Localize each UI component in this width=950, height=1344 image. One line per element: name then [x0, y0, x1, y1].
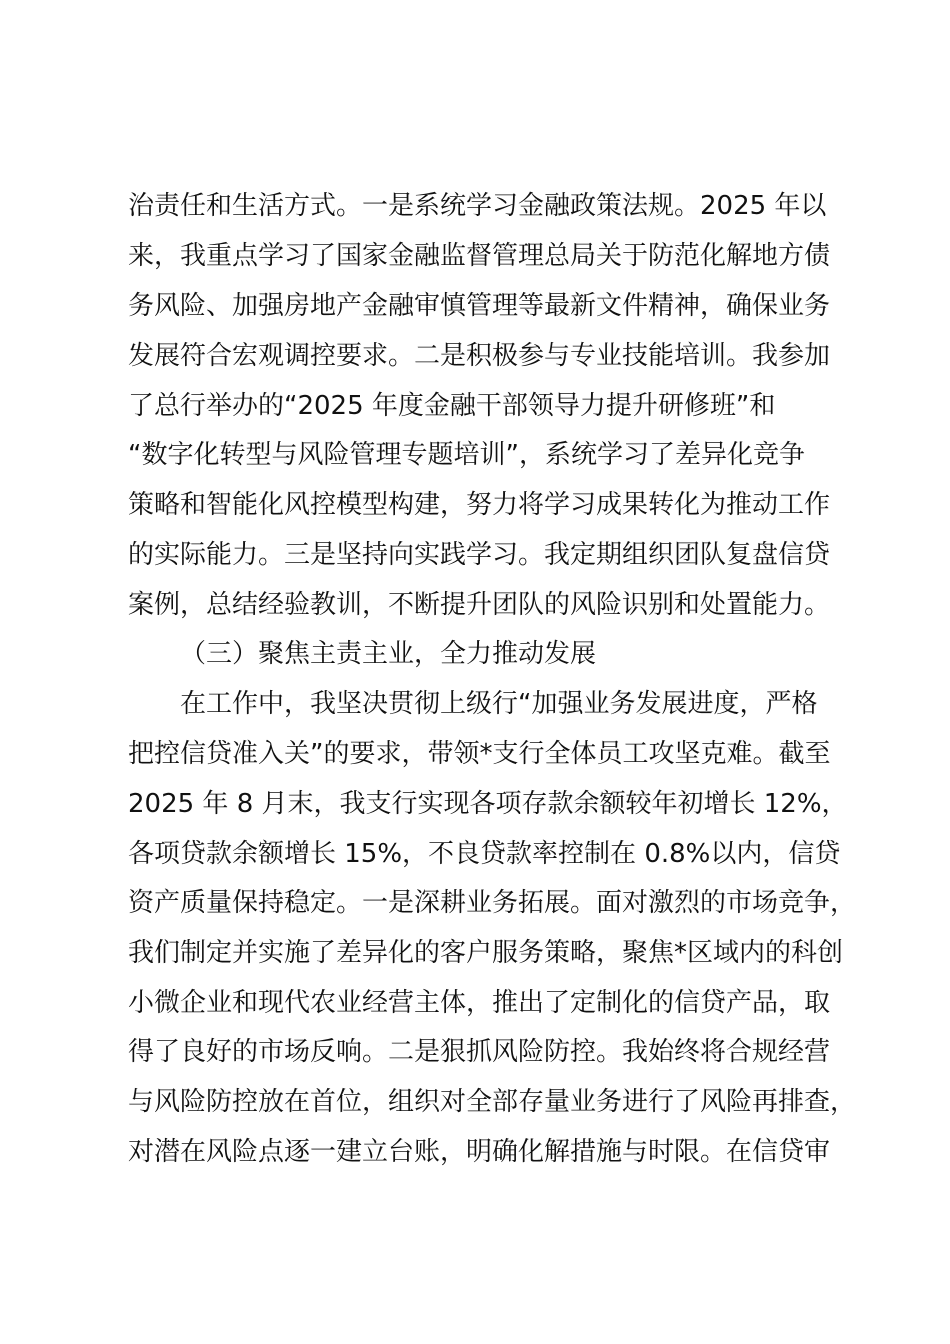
paragraph-line: “数字化转型与风险管理专题培训”，系统学习了差异化竞争 [128, 440, 805, 470]
paragraph-line: 策略和智能化风控模型构建，努力将学习成果转化为推动工作 [128, 490, 831, 520]
paragraph-line: 资产质量保持稳定。一是深耕业务拓展。面对激烈的市场竞争， [128, 888, 857, 918]
paragraph-line: 了总行举办的“2025 年度金融干部领导力提升研修班”和 [128, 391, 776, 421]
section-heading: （三）聚焦主责主业，全力推动发展 [180, 639, 597, 669]
paragraph-line: 来，我重点学习了国家金融监督管理总局关于防范化解地方债 [128, 241, 831, 271]
paragraph-line: 把控信贷准入关”的要求，带领*支行全体员工攻坚克难。截至 [128, 739, 831, 769]
paragraph-line: 在工作中，我坚决贯彻上级行“加强业务发展进度，严格 [180, 689, 818, 719]
paragraph-line: 的实际能力。三是坚持向实践学习。我定期组织团队复盘信贷 [128, 540, 831, 570]
paragraph-line: 案例，总结经验教训，不断提升团队的风险识别和处置能力。 [128, 590, 831, 620]
paragraph-line: 小微企业和现代农业经营主体，推出了定制化的信贷产品，取 [128, 988, 831, 1018]
paragraph-line: 对潜在风险点逐一建立台账，明确化解措施与时限。在信贷审 [128, 1137, 831, 1167]
paragraph-line: 治责任和生活方式。一是系统学习金融政策法规。2025 年以 [128, 191, 827, 221]
paragraph-line: 各项贷款余额增长 15%，不良贷款率控制在 0.8%以内，信贷 [128, 839, 841, 869]
paragraph-line: 务风险、加强房地产金融审慎管理等最新文件精神，确保业务 [128, 291, 831, 321]
paragraph-line: 与风险防控放在首位，组织对全部存量业务进行了风险再排查， [128, 1087, 857, 1117]
paragraph-line: 2025 年 8 月末，我支行实现各项存款余额较年初增长 12%， [128, 789, 848, 819]
paragraph-line: 发展符合宏观调控要求。二是积极参与专业技能培训。我参加 [128, 341, 831, 371]
paragraph-line: 得了良好的市场反响。二是狠抓风险防控。我始终将合规经营 [128, 1037, 831, 1067]
paragraph-line: 我们制定并实施了差异化的客户服务策略，聚焦*区域内的科创 [128, 938, 844, 968]
